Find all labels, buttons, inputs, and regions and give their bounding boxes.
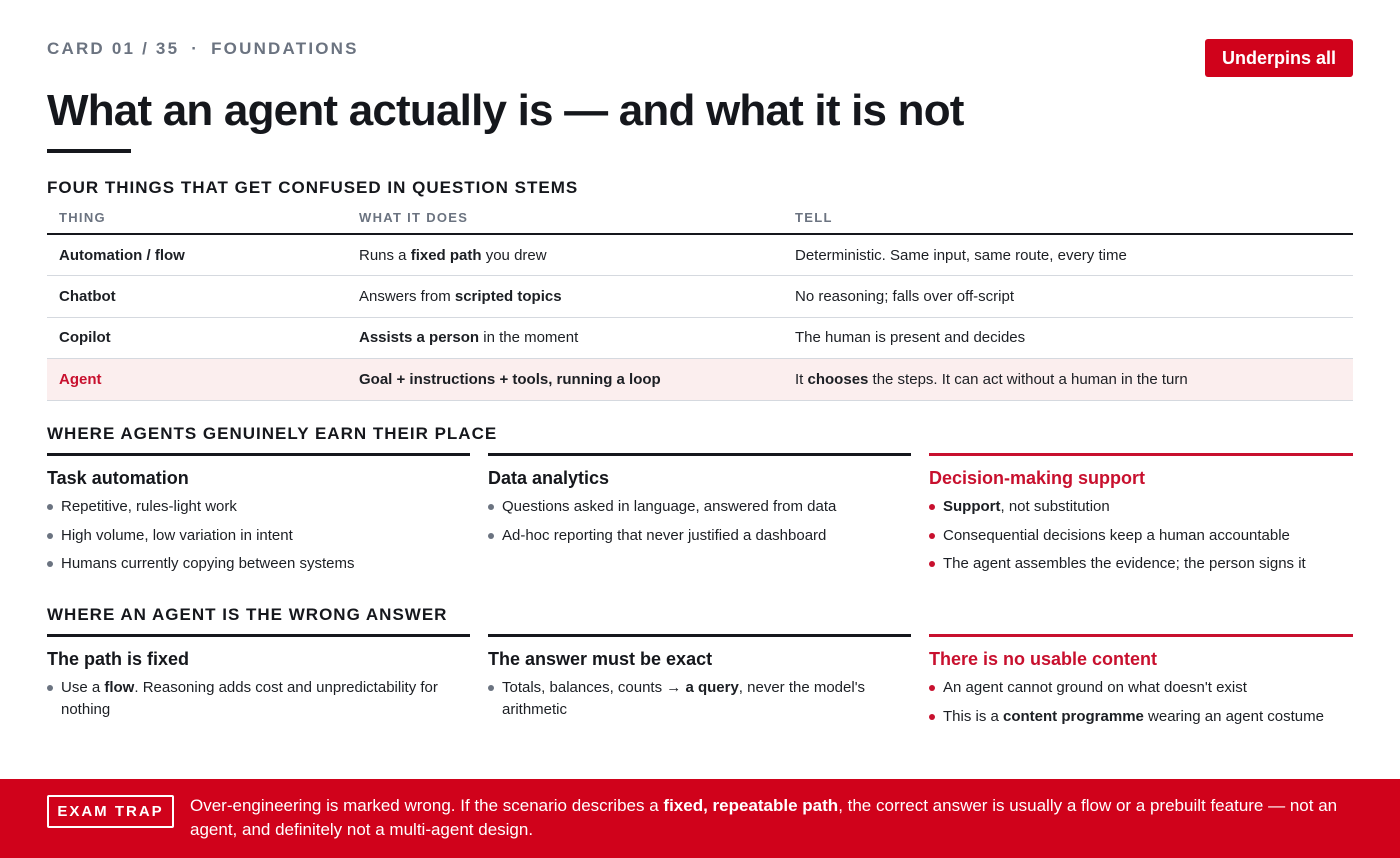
card-number: CARD 01 / 35 [47, 39, 180, 58]
kicker-separator: · [191, 39, 200, 58]
wrong-column-exact-answer [488, 634, 911, 734]
wrong-column-no-content [929, 634, 1353, 734]
exam-trap-banner [0, 779, 1400, 858]
bullet-list [929, 496, 1353, 575]
earn-column-task-automation [47, 453, 470, 582]
list-item: Humans currently copying between systems [47, 553, 470, 575]
earn-column-data-analytics [488, 453, 911, 582]
tell-cell: The human is present and decides [783, 317, 1353, 359]
comparison-table [47, 202, 1353, 401]
list-item: Totals, balances, counts → a query, never the model's arithmetic [488, 677, 911, 720]
does-cell: Answers from scripted topics [347, 276, 783, 318]
does-cell: Runs a fixed path you drew [347, 234, 783, 276]
tell-cell: No reasoning; falls over off-script [783, 276, 1353, 318]
thing-cell: Agent [47, 359, 347, 401]
exam-trap-label: EXAM TRAP [47, 795, 174, 828]
column-title: Decision-making support [929, 468, 1146, 488]
bullet-list [488, 677, 911, 720]
column-title: The path is fixed [47, 649, 190, 669]
table-header-row [47, 202, 1353, 234]
priority-badge: Underpins all [1205, 39, 1353, 77]
table-row [47, 317, 1353, 359]
list-item: Questions asked in language, answered from data [488, 496, 911, 518]
card-kicker [47, 39, 359, 59]
column-title: Task automation [47, 468, 189, 488]
wrong-columns [47, 634, 1353, 734]
list-item: Ad-hoc reporting that never justified a dashboard [488, 525, 911, 547]
bullet-list [47, 677, 470, 720]
card-section: FOUNDATIONS [211, 39, 359, 58]
earn-columns [47, 453, 1353, 582]
list-item: The agent assembles the evidence; the person signs it [929, 553, 1353, 575]
table-row [47, 234, 1353, 276]
table-row [47, 276, 1353, 318]
page-title: What an agent actually is — and what it is not [47, 86, 964, 135]
column-header-what-it-does: WHAT IT DOES [347, 202, 783, 234]
column-title: The answer must be exact [488, 649, 713, 669]
column-title: Data analytics [488, 468, 610, 488]
list-item: Support, not substitution [929, 496, 1353, 518]
column-header-tell: TELL [783, 202, 1353, 234]
tell-cell: It chooses the steps. It can act without a human in the turn [783, 359, 1353, 401]
title-underline [47, 149, 131, 153]
thing-cell: Chatbot [47, 276, 347, 318]
earn-heading: WHERE AGENTS GENUINELY EARN THEIR PLACE [47, 424, 498, 443]
bullet-list [47, 496, 470, 575]
list-item: Consequential decisions keep a human accountable [929, 525, 1353, 547]
does-cell: Goal + instructions + tools, running a loop [347, 359, 783, 401]
table-row-highlighted [47, 359, 1353, 401]
exam-trap-text: Over-engineering is marked wrong. If the scenario describes a fixed, repeatable path, the correct answer is usually a flow or a prebuilt feature — not an agent, and definitely not a multi-agent design. [190, 796, 1338, 839]
bullet-list [929, 677, 1353, 727]
column-header-thing: THING [47, 202, 347, 234]
list-item: High volume, low variation in intent [47, 525, 470, 547]
bullet-list [488, 496, 911, 546]
thing-cell: Automation / flow [47, 234, 347, 276]
list-item: An agent cannot ground on what doesn't exist [929, 677, 1353, 699]
tell-cell: Deterministic. Same input, same route, every time [783, 234, 1353, 276]
column-title: There is no usable content [929, 649, 1158, 669]
confusion-heading: FOUR THINGS THAT GET CONFUSED IN QUESTION STEMS [47, 178, 579, 197]
does-cell: Assists a person in the moment [347, 317, 783, 359]
thing-cell: Copilot [47, 317, 347, 359]
wrong-column-fixed-path [47, 634, 470, 734]
earn-column-decision-support [929, 453, 1353, 582]
list-item: This is a content programme wearing an agent costume [929, 706, 1353, 728]
list-item: Use a flow. Reasoning adds cost and unpredictability for nothing [47, 677, 470, 720]
list-item: Repetitive, rules-light work [47, 496, 470, 518]
wrong-heading: WHERE AN AGENT IS THE WRONG ANSWER [47, 605, 448, 624]
